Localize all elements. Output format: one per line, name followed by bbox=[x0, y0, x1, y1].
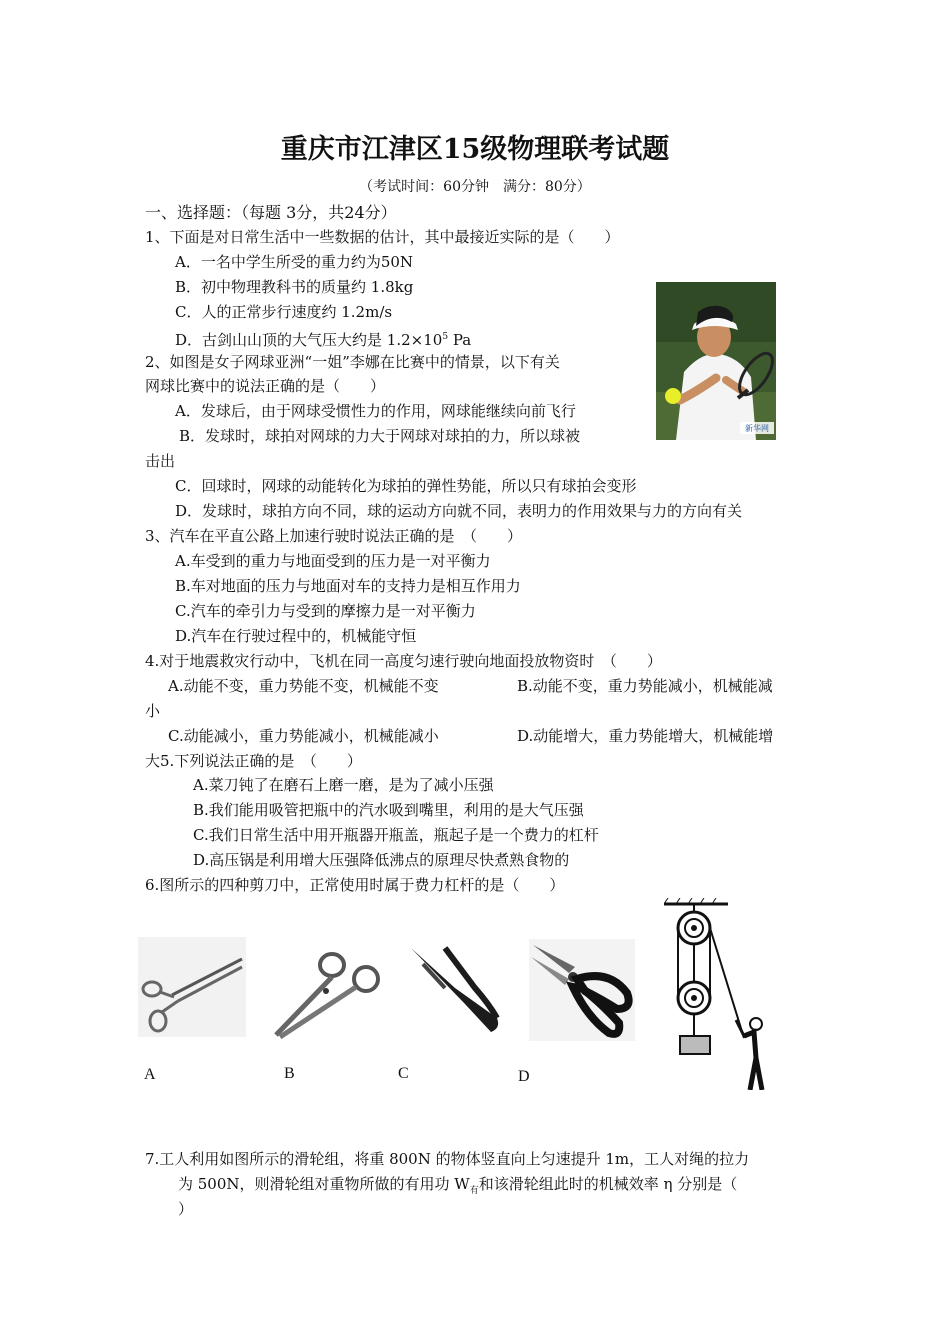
q4-option-d-line1: D.动能增大，重力势能增大，机械能增 bbox=[517, 727, 774, 745]
photo-watermark: 新华网 bbox=[745, 424, 769, 433]
q2-option-b-line1: B．发球时，球拍对网球的力大于网球对球拍的力，所以球被 bbox=[179, 427, 581, 445]
q2-stem-line1: 2、如图是女子网球亚洲“一姐”李娜在比赛中的情景，以下有关 bbox=[145, 353, 560, 371]
q7-stem-line2: 为 500N，则滑轮组对重物所做的有用功 $W_有$和该滑轮组此时的机械效率 η 分别是（ bbox=[178, 1175, 738, 1196]
q3-stem: 3、汽车在平直公路上加速行驶时说法正确的是 （ ） bbox=[145, 527, 523, 545]
q7-stem-line1: 7.工人利用如图所示的滑轮组，将重 800N 的物体竖直向上匀速提升 1m，工人对绳的拉力 bbox=[145, 1150, 750, 1168]
q6-stem: 6.图所示的四种剪刀中，正常使用时属于费力杠杆的是（ ） bbox=[145, 876, 565, 894]
q1-option-a: A．一名中学生所受的重力约为50N bbox=[175, 253, 414, 271]
q1-stem: 1、下面是对日常生活中一些数据的估计，其中最接近实际的是（ ） bbox=[145, 228, 620, 246]
q2-option-c: C．回球时，网球的动能转化为球拍的弹性势能，所以只有球拍会变形 bbox=[175, 477, 637, 495]
page-title: 重庆市江津区15级物理联考试题 bbox=[280, 134, 670, 165]
q1-option-d: D．古剑山山顶的大气压大约是 $1.2\times 10^5$ Pa bbox=[175, 331, 472, 349]
q4-option-b-line1: B.动能不变，重力势能减小，机械能减 bbox=[517, 677, 773, 695]
q3-option-a: A.车受到的重力与地面受到的压力是一对平衡力 bbox=[175, 552, 491, 570]
q1-option-c: C．人的正常步行速度约 1.2m/s bbox=[175, 303, 393, 321]
q5-option-d: D.高压锅是利用增大压强降低沸点的原理尽快煮熟食物的 bbox=[193, 851, 570, 869]
q5-stem: 5.下列说法正确的是 （ ） bbox=[160, 752, 362, 770]
scissors-a-image bbox=[138, 937, 246, 1037]
section-heading: 一、选择题：（每题 3分，共24分） bbox=[145, 203, 397, 222]
exam-info: （考试时间：60分钟 满分：80分） bbox=[359, 179, 591, 195]
scissors-b-image bbox=[266, 947, 382, 1043]
scissors-d-image bbox=[529, 939, 635, 1041]
q2-stem-line2: 网球比赛中的说法正确的是（ ） bbox=[145, 377, 386, 395]
scissors-label-d: D bbox=[518, 1068, 530, 1085]
q7-stem-line3: ） bbox=[178, 1200, 194, 1218]
q4-option-b-line2: 小 bbox=[145, 702, 161, 720]
q3-option-b: B.车对地面的压力与地面对车的支持力是相互作用力 bbox=[175, 577, 521, 595]
scissors-c-image bbox=[405, 944, 505, 1039]
tennis-player-photo bbox=[656, 282, 776, 440]
q2-option-a: A．发球后，由于网球受惯性力的作用，网球能继续向前飞行 bbox=[175, 402, 576, 420]
scissors-label-a: A bbox=[144, 1066, 156, 1083]
q5-option-b: B.我们能用吸管把瓶中的汽水吸到嘴里，利用的是大气压强 bbox=[193, 801, 584, 819]
q4-option-a: A.动能不变，重力势能不变，机械能不变 bbox=[168, 677, 439, 695]
q2-option-b-line2: 击出 bbox=[145, 452, 176, 470]
scissors-label-b: B bbox=[284, 1065, 295, 1082]
q4-option-c: C.动能减小，重力势能减小，机械能减小 bbox=[168, 727, 439, 745]
q4-option-d-line2: 大 bbox=[145, 752, 161, 770]
scissors-label-c: C bbox=[398, 1065, 409, 1082]
q5-option-c: C.我们日常生活中用开瓶器开瓶盖，瓶起子是一个费力的杠杆 bbox=[193, 826, 599, 844]
q1-option-b: B．初中物理教科书的质量约 1.8kg bbox=[175, 278, 414, 296]
q4-stem: 4.对于地震救灾行动中，飞机在同一高度匀速行驶向地面投放物资时 （ ） bbox=[145, 652, 662, 670]
q5-option-a: A.菜刀钝了在磨石上磨一磨，是为了减小压强 bbox=[193, 776, 494, 794]
pulley-system-diagram bbox=[664, 898, 768, 1090]
q3-option-c: C.汽车的牵引力与受到的摩擦力是一对平衡力 bbox=[175, 602, 476, 620]
q3-option-d: D.汽车在行驶过程中的，机械能守恒 bbox=[175, 627, 417, 645]
q4-q5-line bbox=[145, 750, 362, 772]
q2-option-d: D．发球时，球拍方向不同，球的运动方向就不同，表明力的作用效果与力的方向有关 bbox=[175, 502, 743, 520]
